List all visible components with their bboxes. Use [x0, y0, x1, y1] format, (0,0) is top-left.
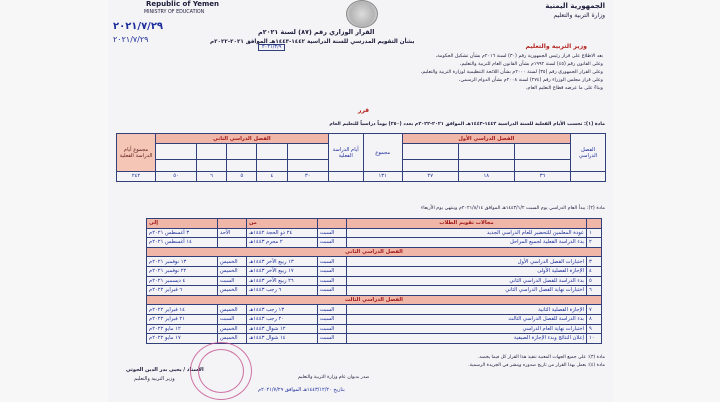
table-cell: الخميس	[218, 305, 247, 315]
header-ministry-ar: وزارة التربية والتعليم	[553, 12, 605, 19]
table-cell: ١٤ أغسطس ٢٠٢١م	[147, 238, 218, 248]
minister-heading: وزير التربية والتعليم	[525, 43, 587, 50]
table-cell: ١٣ رجب ١٤٤٣هـ	[247, 305, 318, 315]
decision-heading: قرر	[358, 107, 370, 114]
table-cell: الخميس	[218, 286, 247, 296]
table-cell: الإجازة الفصلية الثانية	[347, 305, 587, 315]
col-short-header: مجموع	[363, 134, 402, 172]
table-cell: ٢٦ ربيع الآخر ١٤٤٣هـ	[247, 276, 318, 286]
table-cell: إعلان النتائج وبدء الإجازة الصيفية	[347, 334, 587, 344]
table-cell: ٢٤ ذو الحجة ١٤٤٢هـ	[247, 228, 318, 238]
table-cell: ١٨	[458, 172, 514, 182]
table-cell: عودة المعلمين للتحضير للعام الدراسي الجديد	[347, 228, 587, 238]
table-cell: اختبارات نهاية العام الدراسي	[347, 324, 587, 334]
table-cell: السبت	[318, 238, 347, 248]
table-row	[147, 228, 602, 238]
table-cell: ١٣١	[363, 172, 402, 182]
table-cell: ٩	[587, 324, 602, 334]
table-cell: السبت	[318, 305, 347, 315]
header-country-ar: الجمهورية اليمنية	[545, 2, 605, 10]
table-cell: ١٤ فبراير ٢٠٢٢م	[147, 305, 218, 315]
stamp-inner-ring-icon	[198, 349, 244, 393]
table-cell: الإجازة الفصلية الأولى	[347, 266, 587, 276]
table-cell: ١٧ مايو ٢٠٢٢م	[147, 334, 218, 344]
table-cell: ٢٢ نوفمبر ٢٠٢١م	[147, 266, 218, 276]
col-from-header: من	[247, 219, 318, 229]
reference-box: ٢٠٢١/٣/٩	[258, 44, 285, 51]
table-cell: ٦ رجب ١٤٤٣هـ	[247, 286, 318, 296]
issued-place: صدر بديوان عام وزارة التربية والتعليم	[298, 375, 370, 380]
table-cell	[571, 172, 606, 182]
table-cell: ١٣ ربيع الآخر ١٤٤٣هـ	[247, 257, 318, 267]
preamble-line: وعلى القرار الجمهوري رقم (٣٥) لسنة ٢٠٠٠م بشأن اللائحة التنظيمية لوزارة التربية والتعليم،	[420, 70, 603, 75]
table-cell: ٥	[227, 172, 257, 182]
handwritten-number: ٢٠٢١/٧/٢٩	[113, 21, 164, 32]
table-cell: السبت	[218, 314, 247, 324]
table-cell: ٦	[587, 286, 602, 296]
table-cell: السبت	[218, 276, 247, 286]
table-cell: ١٢ مايو ٢٠٢٢م	[147, 324, 218, 334]
table-row	[147, 314, 602, 324]
table-cell: ٢٤٢	[117, 172, 156, 182]
table-row	[147, 324, 602, 334]
table-cell: ٣٦	[514, 172, 570, 182]
table-cell: ٦	[196, 172, 226, 182]
table-row	[147, 305, 602, 315]
issued-date: بتاريخ ١٤٤٣/١٢/٢٠هـ الموافق ٢٠٢١/٧/٢٩م	[258, 387, 345, 393]
table-cell: بدء الدراسة للفصل الدراسي الثاني	[347, 276, 587, 286]
table-cell: ٣	[587, 257, 602, 267]
decree-subtitle: بشأن التقويم المدرسي للسنة الدراسية ١٤٤٢-١٤٤٣هـ الموافق ٢٠٢١-٢٠٢٢م	[210, 39, 415, 45]
table-cell: ٢٧	[402, 172, 458, 182]
handwritten-date: ٢٠٢١/٧/٢٩	[113, 35, 149, 44]
table-cell: السبت	[318, 228, 347, 238]
table-cell: ١٧ ربيع الآخر ١٤٤٣هـ	[247, 266, 318, 276]
col-to-header: إلى	[147, 219, 218, 229]
table-cell: ٤	[587, 266, 602, 276]
table-cell: ٢١ فبراير ٢٠٢٢م	[147, 314, 218, 324]
table-cell	[218, 238, 247, 248]
schedule-table	[146, 218, 602, 344]
table-cell: بدء الدراسة الفعلية لجميع المراحل	[347, 238, 587, 248]
table-cell: السبت	[318, 276, 347, 286]
document-page	[108, 0, 613, 402]
preamble-line: بعد الاطلاع على قرار رئيس الجمهورية رقم (٣٠) لسنة ٢٠١٦م بشأن تشكيل الحكومة،	[435, 54, 603, 59]
table-cell: اختبارات نهاية الفصل الدراسي الثاني	[347, 286, 587, 296]
col-total-header: مجموع أيام الدراسة الفعلية	[117, 134, 156, 172]
table-cell	[328, 172, 363, 182]
table-cell: ٥	[587, 276, 602, 286]
section-header: الفصل الدراسي الثالث	[147, 295, 602, 305]
eagle-emblem-icon	[346, 0, 378, 28]
article-2: مادة (٢): يبدأ العام الدراسي يوم السبت ١٤٤٣/١/٢هـ الموافق ٢٠٢١/٨/١٤م وينتهي يوم الأربعاء	[421, 206, 605, 211]
preamble-line: وعلى قرار مجلس الوزراء رقم (٢٧٤) لسنة ٢٠٠٨م بشأن الدوام الرسمي،	[458, 78, 603, 83]
table-cell: ٢	[587, 238, 602, 248]
table-cell: السبت	[318, 324, 347, 334]
left-margin	[0, 0, 108, 402]
table-cell: ٣ أغسطس ٢٠٢١م	[147, 228, 218, 238]
preamble-line: وعلى القانون رقم (٤٥) لسنة ١٩٩٢م بشأن القانون العام للتربية والتعليم،	[459, 62, 603, 67]
table-cell: السبت	[318, 286, 347, 296]
preamble-line: وبناءً على ما عرضه قطاع التعليم العام،	[525, 86, 603, 91]
table-cell: ٢ محرم ١٤٤٣هـ	[247, 238, 318, 248]
col-days-header: أيام الدراسة الفعلية	[328, 134, 363, 172]
table-cell: ٢٠ رجب ١٤٤٣هـ	[247, 314, 318, 324]
table-row	[147, 238, 602, 248]
right-margin	[613, 0, 720, 402]
table-row	[147, 286, 602, 296]
table-cell: الأحد	[218, 228, 247, 238]
group-header-right: الفصل الدراسي الأول	[402, 134, 570, 144]
table-cell: الخميس	[218, 257, 247, 267]
table-cell: السبت	[318, 334, 347, 344]
signatory-title: وزير التربية والتعليم	[134, 376, 175, 382]
col-term-header: الفصل الدراسي	[571, 134, 606, 172]
table-cell: ١٤ شوال ١٤٤٣هـ	[247, 334, 318, 344]
decree-title: القرار الوزاري رقم (٨٧) لسنة ٢٠٢١م	[258, 28, 375, 36]
table-cell: الخميس	[218, 266, 247, 276]
table-cell: ١٠	[587, 334, 602, 344]
table-cell: ٣٠	[287, 172, 328, 182]
table-cell: بدء الدراسة للفصل الدراسي الثالث	[347, 314, 587, 324]
summary-table	[116, 133, 606, 182]
section-header: الفصل الدراسي الثاني	[147, 247, 602, 257]
table-cell: ١٢ شوال ١٤٤٣هـ	[247, 324, 318, 334]
table-cell: ١٣ نوفمبر ٢٠٢١م	[147, 257, 218, 267]
signatory-name: الأستاذ / يحيى بدر الدين الحوثي	[126, 367, 204, 373]
footer-note: مادة (٤): يعمل بهذا القرار من تاريخ صدوره وينشر في الجريدة الرسمية.	[468, 363, 605, 368]
table-cell: السبت	[318, 266, 347, 276]
article-1: مادة (١): تحسب الأيام الفعلية للسنة الدراسية ١٤٤٢-١٤٤٣هـ الموافق ٢٠٢١-٢٠٢٢م بعدد (٢٥٠) يوماً دراسياً للتعليم العام	[329, 122, 605, 127]
table-cell: السبت	[318, 257, 347, 267]
table-cell: ٤ ديسمبر ٢٠٢١م	[147, 276, 218, 286]
table-cell: ٥٠	[156, 172, 197, 182]
table-cell: الخميس	[218, 334, 247, 344]
table-cell: ٨	[587, 314, 602, 324]
table-cell: الخميس	[218, 324, 247, 334]
table-cell: اختبارات الفصل الدراسي الأول	[347, 257, 587, 267]
table-cell: ٧	[587, 305, 602, 315]
footer-note: مادة (٣): على جميع الجهات المعنية تنفيذ هذا القرار كل فيما يخصه.	[477, 355, 605, 360]
table-cell: ٦ فبراير ٢٠٢٢م	[147, 286, 218, 296]
table-cell: ٤	[257, 172, 287, 182]
group-header-left: الفصل الدراسي الثاني	[156, 134, 329, 144]
header-ministry-en: MINISTRY OF EDUCATION	[144, 10, 205, 15]
header-country-en: Republic of Yemen	[146, 0, 220, 8]
section-header: مجالات تقويم الطلاب	[347, 219, 587, 229]
table-row	[147, 266, 602, 276]
table-cell: السبت	[318, 314, 347, 324]
table-row	[147, 257, 602, 267]
table-row	[147, 276, 602, 286]
table-cell: ١	[587, 228, 602, 238]
